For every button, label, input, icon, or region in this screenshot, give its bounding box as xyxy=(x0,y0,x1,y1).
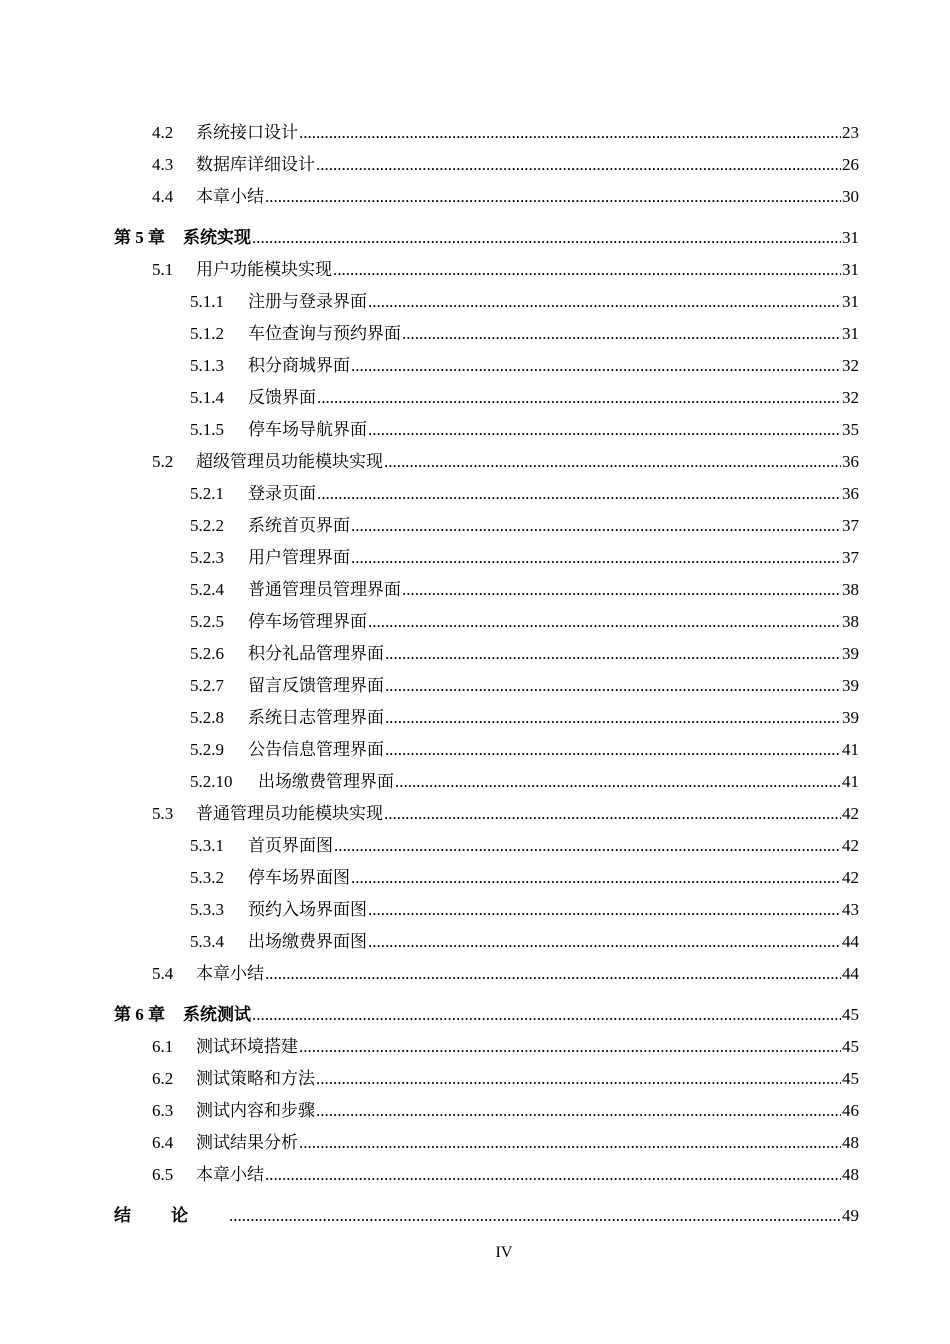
toc-entry[interactable] xyxy=(152,962,859,986)
toc-dot-leader xyxy=(299,1035,841,1059)
toc-entry-number: 5.2.9 xyxy=(190,740,224,759)
toc-entry-title: 停车场导航界面 xyxy=(248,420,367,439)
toc-entry[interactable] xyxy=(190,674,859,698)
toc-entry[interactable] xyxy=(190,354,859,378)
toc-dot-leader xyxy=(299,121,841,145)
toc-entry[interactable] xyxy=(152,185,859,209)
toc-entry-page: 48 xyxy=(842,1165,859,1184)
toc-entry[interactable] xyxy=(114,1003,859,1027)
toc-entry[interactable] xyxy=(190,546,859,570)
toc-entry-title: 普通管理员管理界面 xyxy=(248,580,401,599)
toc-entry-title: 超级管理员功能模块实现 xyxy=(196,452,383,471)
toc-entry-number: 5.3.1 xyxy=(190,836,224,855)
toc-entry-page: 31 xyxy=(842,228,859,247)
toc-entry[interactable] xyxy=(190,514,859,538)
toc-dot-leader xyxy=(395,770,841,794)
toc-entry-number: 5.1.2 xyxy=(190,324,224,343)
toc-entry[interactable] xyxy=(190,578,859,602)
toc-dot-leader xyxy=(317,386,841,410)
toc-entry-page: 36 xyxy=(842,452,859,471)
toc-entry-title: 积分礼品管理界面 xyxy=(248,644,384,663)
toc-entry[interactable] xyxy=(190,322,859,346)
toc-entry[interactable] xyxy=(190,898,859,922)
toc-entry-number: 6.5 xyxy=(152,1165,174,1184)
toc-entry-page: 31 xyxy=(842,260,859,279)
toc-entry-page: 39 xyxy=(842,644,859,663)
toc-entry-page: 30 xyxy=(842,187,859,206)
toc-dot-leader xyxy=(368,418,841,442)
toc-entry[interactable] xyxy=(190,706,859,730)
toc-entry-title: 系统实现 xyxy=(183,228,251,247)
toc-entry-title: 停车场界面图 xyxy=(248,868,350,887)
toc-entry-number: 5.2.3 xyxy=(190,548,224,567)
toc-entry-number: 5.2.7 xyxy=(190,676,224,695)
toc-entry-title: 本章小结 xyxy=(196,1165,264,1184)
toc-entry[interactable] xyxy=(114,226,859,250)
toc-dot-leader xyxy=(265,185,841,209)
toc-entry[interactable] xyxy=(190,610,859,634)
toc-entry-number: 5.1.1 xyxy=(190,292,224,311)
toc-entry-number: 5.2.1 xyxy=(190,484,224,503)
toc-entry-page: 32 xyxy=(842,356,859,375)
toc-dot-leader xyxy=(384,802,841,826)
toc-entry[interactable] xyxy=(152,1067,859,1091)
toc-entry-number: 5.1.4 xyxy=(190,388,224,407)
toc-entry-page: 45 xyxy=(842,1037,859,1056)
toc-entry-page: 46 xyxy=(842,1101,859,1120)
toc-dot-leader xyxy=(333,258,841,282)
toc-entry-number: 5.1.3 xyxy=(190,356,224,375)
toc-entry-number: 5.2 xyxy=(152,452,174,471)
toc-entry-title: 测试环境搭建 xyxy=(196,1037,298,1056)
page-number-footer: IV xyxy=(495,1244,513,1261)
toc-entry-page: 39 xyxy=(842,676,859,695)
toc-entry-page: 41 xyxy=(842,772,859,791)
toc-entry-title: 普通管理员功能模块实现 xyxy=(196,804,383,823)
toc-dot-leader xyxy=(317,482,841,506)
toc-dot-leader xyxy=(368,898,841,922)
toc-entry[interactable] xyxy=(190,738,859,762)
toc-entry-number: 5.1 xyxy=(152,260,174,279)
toc-entry-page: 31 xyxy=(842,324,859,343)
toc-dot-leader xyxy=(334,834,841,858)
toc-entry-number: 6.2 xyxy=(152,1069,174,1088)
toc-entry-title: 停车场管理界面 xyxy=(248,612,367,631)
toc-entry[interactable] xyxy=(190,834,859,858)
toc-entry-title: 公告信息管理界面 xyxy=(248,740,384,759)
toc-entry[interactable] xyxy=(152,121,859,145)
toc-entry-title: 测试策略和方法 xyxy=(196,1069,315,1088)
toc-dot-leader xyxy=(368,610,841,634)
toc-entry-page: 38 xyxy=(842,580,859,599)
toc-entry-title: 登录页面 xyxy=(248,484,316,503)
toc-dot-leader xyxy=(385,706,841,730)
toc-entry-title: 系统接口设计 xyxy=(196,123,298,142)
toc-entry[interactable] xyxy=(190,418,859,442)
toc-entry-title: 反馈界面 xyxy=(248,388,316,407)
toc-dot-leader xyxy=(316,1099,841,1123)
toc-entry-title: 出场缴费管理界面 xyxy=(258,772,394,791)
toc-dot-leader xyxy=(385,674,841,698)
toc-entry-page: 31 xyxy=(842,292,859,311)
toc-entry-page: 26 xyxy=(842,155,859,174)
toc-entry-title: 注册与登录界面 xyxy=(248,292,367,311)
toc-entry[interactable] xyxy=(190,290,859,314)
toc-entry[interactable] xyxy=(190,386,859,410)
toc-entry[interactable] xyxy=(190,482,859,506)
toc-entry-title: 积分商城界面 xyxy=(248,356,350,375)
toc-entry[interactable] xyxy=(190,930,859,954)
toc-entry-page: 35 xyxy=(842,420,859,439)
toc-entry-number: 5.4 xyxy=(152,964,174,983)
toc-entry[interactable] xyxy=(152,450,859,474)
toc-entry[interactable] xyxy=(152,802,859,826)
toc-entry-number: 5.1.5 xyxy=(190,420,224,439)
toc-entry-title: 系统首页界面 xyxy=(248,516,350,535)
toc-entry-number: 第 6 章 xyxy=(114,1005,165,1024)
toc-entry-number: 6.1 xyxy=(152,1037,174,1056)
toc-dot-leader xyxy=(351,514,841,538)
toc-entry-page: 43 xyxy=(842,900,859,919)
toc-entry-title: 预约入场界面图 xyxy=(248,900,367,919)
toc-entry-title: 车位查询与预约界面 xyxy=(248,324,401,343)
toc-dot-leader xyxy=(351,866,841,890)
toc-dot-leader xyxy=(252,1003,841,1027)
toc-entry[interactable] xyxy=(152,1099,859,1123)
toc-entry-number: 4.2 xyxy=(152,123,174,142)
toc-entry-page: 23 xyxy=(842,123,859,142)
toc-dot-leader xyxy=(351,546,841,570)
toc-entry[interactable] xyxy=(152,258,859,282)
toc-entry-page: 36 xyxy=(842,484,859,503)
toc-entry-number: 5.2.8 xyxy=(190,708,224,727)
toc-entry-page: 42 xyxy=(842,868,859,887)
toc-entry[interactable] xyxy=(152,1163,859,1187)
toc-entry[interactable] xyxy=(190,866,859,890)
toc-entry-page: 45 xyxy=(842,1005,859,1024)
toc-dot-leader xyxy=(265,962,841,986)
toc-entry-title: 测试结果分析 xyxy=(196,1133,298,1152)
toc-entry-page: 44 xyxy=(842,964,859,983)
toc-entry-title: 系统日志管理界面 xyxy=(248,708,384,727)
toc-dot-leader xyxy=(299,1131,841,1155)
toc-entry-number: 5.2.6 xyxy=(190,644,224,663)
toc-dot-leader xyxy=(384,450,841,474)
toc-entry[interactable] xyxy=(152,1131,859,1155)
toc-dot-leader xyxy=(385,642,841,666)
toc-entry[interactable] xyxy=(152,1035,859,1059)
toc-dot-leader xyxy=(402,322,841,346)
toc-entry-page: 42 xyxy=(842,804,859,823)
toc-entry-title: 系统测试 xyxy=(183,1005,251,1024)
toc-dot-leader xyxy=(229,1204,841,1228)
toc-entry-page: 45 xyxy=(842,1069,859,1088)
toc-entry-page: 48 xyxy=(842,1133,859,1152)
toc-dot-leader xyxy=(351,354,841,378)
toc-entry-number: 5.3 xyxy=(152,804,174,823)
toc-dot-leader xyxy=(316,1067,841,1091)
toc-entry-page: 37 xyxy=(842,516,859,535)
toc-entry-title: 用户功能模块实现 xyxy=(196,260,332,279)
toc-entry-title: 数据库详细设计 xyxy=(196,155,315,174)
toc-entry-number: 4.3 xyxy=(152,155,174,174)
toc-dot-leader xyxy=(316,153,841,177)
toc-entry-number: 5.3.3 xyxy=(190,900,224,919)
toc-entry[interactable] xyxy=(190,642,859,666)
toc-dot-leader xyxy=(402,578,841,602)
toc-entry-number: 5.2.10 xyxy=(190,772,233,791)
toc-entry-page: 37 xyxy=(842,548,859,567)
toc-entry-page: 39 xyxy=(842,708,859,727)
toc-entry-number: 6.3 xyxy=(152,1101,174,1120)
toc-entry-number: 5.2.5 xyxy=(190,612,224,631)
toc-entry-number: 5.3.2 xyxy=(190,868,224,887)
toc-entry-title: 用户管理界面 xyxy=(248,548,350,567)
toc-entry-number: 第 5 章 xyxy=(114,228,165,247)
toc-entry[interactable] xyxy=(114,1204,859,1228)
toc-dot-leader xyxy=(368,290,841,314)
toc-entry[interactable] xyxy=(152,153,859,177)
toc-entry-number: 5.3.4 xyxy=(190,932,224,951)
toc-dot-leader xyxy=(385,738,841,762)
toc-entry-page: 49 xyxy=(842,1206,859,1225)
toc-dot-leader xyxy=(368,930,841,954)
toc-entry-number: 5.2.4 xyxy=(190,580,224,599)
toc-entry-number: 6.4 xyxy=(152,1133,174,1152)
toc-entry-title: 测试内容和步骤 xyxy=(196,1101,315,1120)
toc-dot-leader xyxy=(252,226,841,250)
toc-entry-page: 44 xyxy=(842,932,859,951)
toc-entry-title: 结论 xyxy=(114,1206,228,1225)
toc-entry-title: 首页界面图 xyxy=(248,836,333,855)
toc-dot-leader xyxy=(265,1163,841,1187)
toc-entry-number: 5.2.2 xyxy=(190,516,224,535)
toc-entry-title: 留言反馈管理界面 xyxy=(248,676,384,695)
toc-entry-title: 本章小结 xyxy=(196,964,264,983)
toc-entry-title: 本章小结 xyxy=(196,187,264,206)
toc-entry[interactable] xyxy=(190,770,859,794)
toc-entry-title: 出场缴费界面图 xyxy=(248,932,367,951)
toc-entry-page: 42 xyxy=(842,836,859,855)
toc-entry-number: 4.4 xyxy=(152,187,174,206)
toc-entry-page: 32 xyxy=(842,388,859,407)
toc-entry-page: 38 xyxy=(842,612,859,631)
toc-entry-page: 41 xyxy=(842,740,859,759)
